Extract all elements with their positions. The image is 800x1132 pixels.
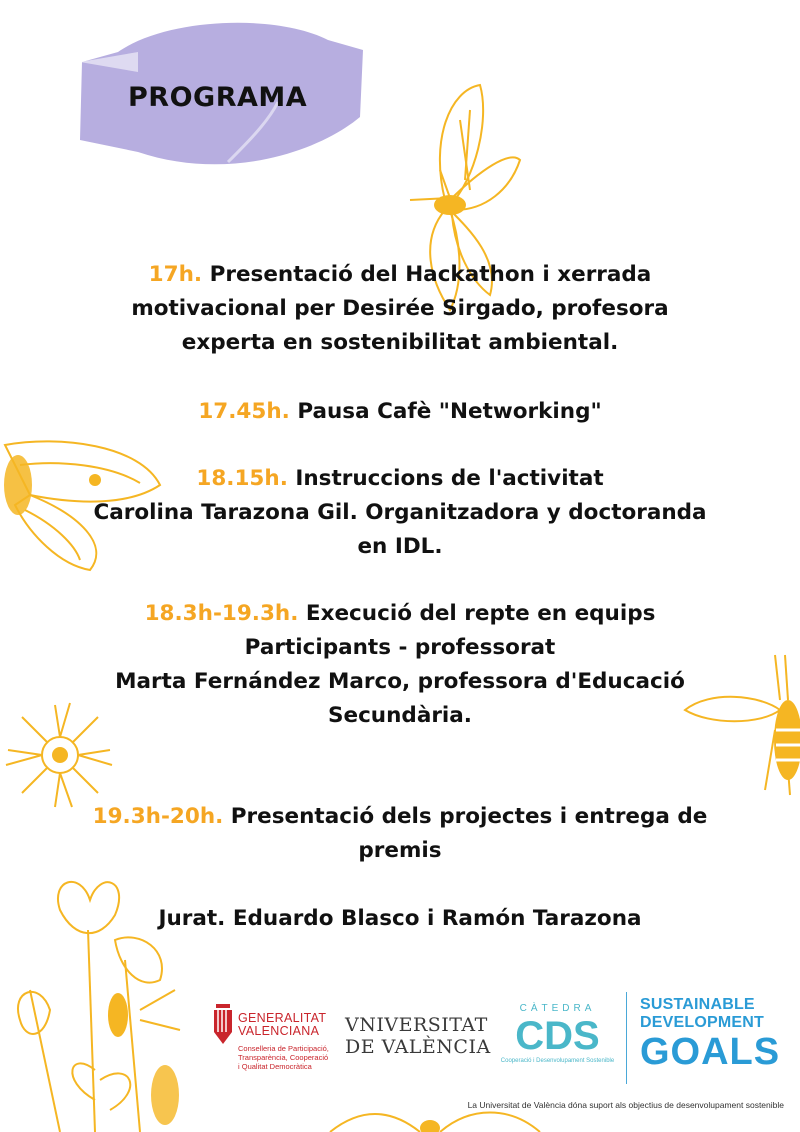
program-text: Participants - professorat: [244, 635, 556, 660]
program-time: 17.45h.: [198, 399, 290, 424]
program-text: en IDL.: [357, 534, 443, 559]
generalitat-sub-line3: i Qualitat Democràtica: [238, 1062, 312, 1071]
generalitat-valenciana-logo: [214, 1004, 334, 1074]
universitat-line2: DE VALÈNCIA: [345, 1036, 491, 1058]
program-text: experta en sostenibilitat ambiental.: [181, 330, 619, 355]
generalitat-sub-line2: Transparència, Cooperació: [238, 1053, 329, 1062]
program-text: Presentació del Hackathon i xerrada: [209, 262, 652, 287]
program-text: Instruccions de l'activitat: [295, 466, 604, 491]
universitat-line1: VNIVERSITAT: [345, 1014, 488, 1036]
program-time: 18.15h.: [196, 466, 288, 491]
program-block-1: [40, 258, 760, 360]
program-text: premis: [358, 838, 442, 863]
support-note: La Universitat de València dóna suport als objectius de desenvolupament sostenible: [467, 1100, 784, 1110]
program-text: Presentació dels projectes i entrega de: [230, 804, 708, 829]
program-block-3: [40, 462, 760, 564]
catedra-cds-text: CDS: [515, 1014, 600, 1058]
generalitat-name-line1: GENERALITAT: [238, 1011, 327, 1025]
generalitat-shield-icon: [214, 1004, 232, 1044]
catedra-subtitle: Cooperació i Desenvolupament Sostenible: [500, 1058, 615, 1064]
program-time: 18.3h-19.3h.: [144, 601, 299, 626]
catedra-cds-logo: [500, 1003, 615, 1064]
generalitat-sub-line1: Conselleria de Participació,: [238, 1044, 329, 1053]
program-text: Jurat. Eduardo Blasco i Ramón Tarazona: [158, 906, 642, 931]
program-time: 19.3h-20h.: [92, 804, 224, 829]
program-text: Secundària.: [328, 703, 472, 728]
program-text: motivacional per Desirée Sirgado, profesora: [131, 296, 669, 321]
program-text: Marta Fernández Marco, professora d'Educació: [115, 669, 685, 694]
program-text: Execució del repte en equips: [305, 601, 656, 626]
sdg-line3: GOALS: [640, 1031, 781, 1073]
logo-divider: [626, 992, 627, 1084]
sdg-line2: DEVELOPMENT: [640, 1014, 764, 1031]
program-block-2: [40, 395, 760, 429]
universitat-valencia-logo: [345, 1014, 495, 1058]
program-time: 17h.: [148, 262, 203, 287]
catedra-label: CÀTEDRA: [519, 1003, 596, 1014]
program-text: Pausa Cafè "Networking": [297, 399, 602, 424]
sdg-line1: SUSTAINABLE: [640, 996, 755, 1013]
page-title: PROGRAMA: [128, 82, 308, 113]
generalitat-name-line2: VALENCIANA: [238, 1024, 320, 1038]
program-text: Carolina Tarazona Gil. Organitzadora y doctoranda: [93, 500, 707, 525]
program-block-4: [40, 597, 760, 733]
sdg-logo: [640, 996, 790, 1072]
program-block-5: [40, 800, 760, 868]
program-block-jury: [40, 902, 760, 936]
